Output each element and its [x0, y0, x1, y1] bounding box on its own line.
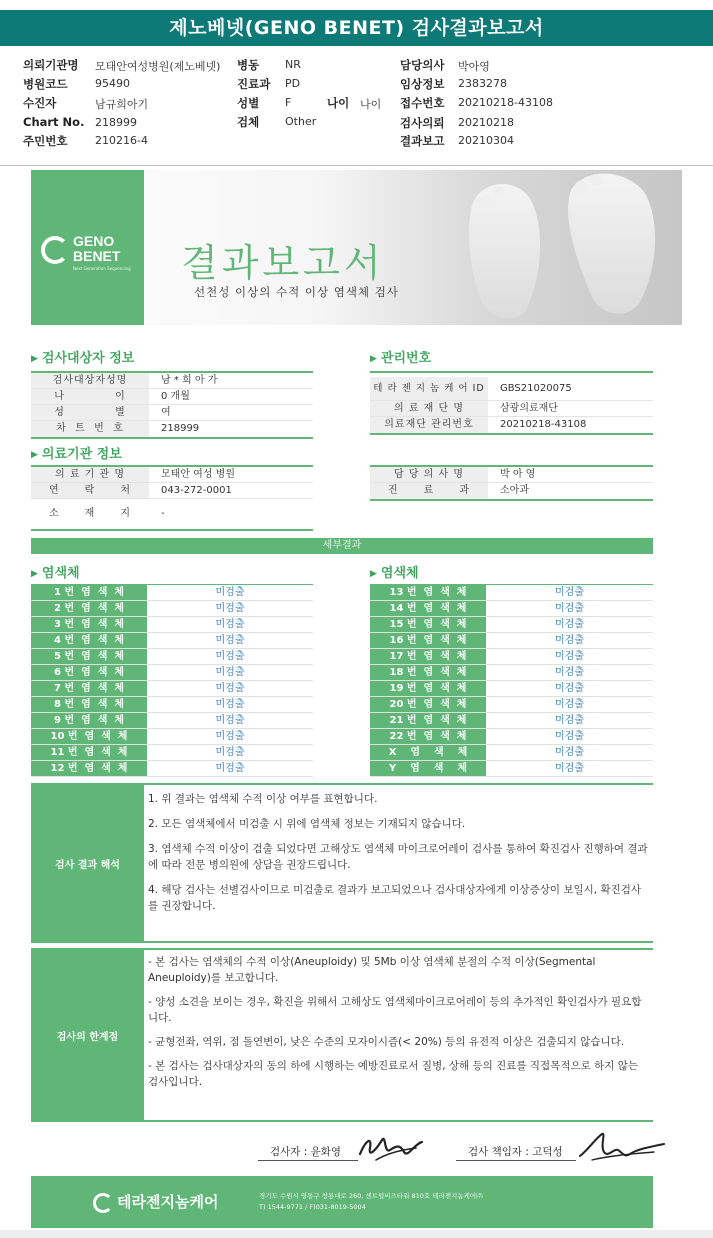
interpretation-item: 3. 염색체 수적 이상이 검출 되었다면 고해상도 염색체 마이크로어레이 검사를 통하여 확진검사 진행하여 결과에 따라 전문 병의원에 상담을 권장드립니다. [148, 843, 648, 871]
chromosome-label: 2 번 염 색 체 [31, 601, 147, 616]
ward-value: NR [285, 58, 301, 71]
doctor-name-value: 박 아 영 [500, 469, 536, 480]
reception-value: 20210218-43108 [458, 96, 553, 109]
clinical-label: 임상정보 [400, 77, 445, 91]
chromosome-label: 3 번 염 색 체 [31, 617, 147, 632]
teragen-id-label: 테 라 젠 지 놈 케 어 ID [370, 377, 488, 400]
chromosome-label: 7 번 염 색 체 [31, 681, 147, 696]
teragen-id-value: GBS21020075 [500, 383, 572, 394]
table-row [370, 681, 653, 697]
table-row [31, 499, 313, 529]
chromosome-result: 미검출 [555, 651, 584, 662]
chromosome-label: 21 번 염 색 체 [370, 713, 486, 728]
logo-mark-icon [41, 236, 69, 264]
limitations-section [31, 948, 653, 1122]
chromosome-result: 미검출 [215, 747, 245, 758]
header-divider [0, 165, 713, 166]
limitation-item: - 본 검사는 검사대상자의 동의 하에 시행하는 예방진료로서 질병, 상해 등의 진료를 직접목적으로 하지 않는 검사입니다. [148, 1060, 639, 1088]
chromosome-label: 18 번 염 색 체 [370, 665, 486, 680]
chromosome-result: 미검출 [555, 619, 584, 630]
chromosome-label: Y 염 색 체 [370, 761, 486, 776]
baby-feet-photo [431, 170, 682, 325]
logo-tagline: Next Generation Sequencing [73, 266, 131, 271]
interpretation-body [144, 783, 653, 943]
chromosome-label: 16 번 염 색 체 [370, 633, 486, 648]
institution-phone-label: 연 락 처 [31, 483, 149, 498]
tester-label: 검사자 : 윤화영 [270, 1146, 342, 1158]
footer-contact [259, 1191, 483, 1213]
table-row [31, 421, 313, 437]
table-row [370, 585, 653, 601]
institution-address-label: 소 재 지 [31, 499, 149, 529]
limitations-label: 검사의 한계점 [31, 948, 144, 1122]
chromosome-label: 17 번 염 색 체 [370, 649, 486, 664]
chromosome-label: 1 번 염 색 체 [31, 585, 147, 600]
table-row [31, 713, 313, 729]
subject-sex-label: 성 별 [31, 405, 149, 420]
subject-info-table [31, 371, 313, 439]
chromosome-label: 11 번 염 색 체 [31, 745, 147, 760]
hospital-label: 의뢰기관명 [23, 58, 79, 72]
reception-label: 접수번호 [400, 96, 445, 110]
chromosome-label: 5 번 염 색 체 [31, 649, 147, 664]
report-banner [31, 170, 682, 325]
table-row [370, 649, 653, 665]
subject-sex-value: 여 [161, 407, 171, 418]
doctor-name-label: 담 당 의 사 명 [370, 467, 488, 482]
subject-chart-value: 218999 [161, 423, 200, 434]
table-row [370, 697, 653, 713]
table-row [31, 649, 313, 665]
id-value: 210216-4 [95, 134, 148, 147]
supervisor-label: 검사 책임자 : 고덕성 [468, 1146, 563, 1158]
table-row [31, 697, 313, 713]
report-date-label: 결과보고 [400, 134, 445, 148]
page-bottom-bar [0, 1230, 713, 1238]
subject-age-value: 0 개월 [161, 391, 190, 402]
chromosome-result: 미검출 [555, 587, 584, 598]
table-row [370, 417, 653, 433]
chromosome-label: 19 번 염 색 체 [370, 681, 486, 696]
chromosome-label: 15 번 염 색 체 [370, 617, 486, 632]
subject-name-label: 검사대상자성명 [31, 373, 149, 388]
tester-signature [356, 1130, 428, 1166]
age-label: 나이 [327, 96, 350, 110]
doctor-value: 박아영 [458, 60, 490, 73]
company-logo-icon [93, 1193, 113, 1213]
chromosome-table-right [370, 584, 653, 777]
table-row [370, 729, 653, 745]
section-bullet-icon: ▶ [370, 569, 377, 579]
table-row [370, 713, 653, 729]
chromosome-result: 미검출 [215, 715, 245, 726]
chromosome-result: 미검출 [215, 763, 245, 774]
footer [31, 1176, 653, 1228]
chart-label: Chart No. [23, 115, 85, 129]
chromosome-result: 미검출 [555, 603, 584, 614]
report-title: 제노베넷(GENO BENET) 검사결과보고서 [0, 10, 713, 46]
geno-benet-logo [41, 234, 141, 274]
table-row [370, 401, 653, 417]
institution-info-table [31, 465, 313, 531]
institution-phone-value: 043-272-0001 [161, 485, 232, 496]
mgmt-info-table [370, 371, 653, 435]
chromosome-left-title: ▶ 염색체 [31, 566, 80, 581]
chromosome-label: 10 번 염 색 체 [31, 729, 147, 744]
chromosome-label: 8 번 염 색 체 [31, 697, 147, 712]
department-value: 소아과 [500, 485, 529, 496]
footer-phone: T) 1544-9771 / F)031-8019-5004 [259, 1203, 366, 1211]
limitation-item: - 균형전좌, 역위, 점 돌연변이, 낮은 수준의 모자이시즘(< 20%) 등의 유전적 이상은 검출되지 않습니다. [148, 1036, 625, 1048]
table-row [370, 665, 653, 681]
doctor-label: 담당의사 [400, 58, 445, 72]
section-bullet-icon: ▶ [370, 354, 377, 364]
table-row [31, 405, 313, 421]
chromosome-result: 미검출 [215, 603, 245, 614]
patient-value: 남규희아기 [95, 98, 149, 111]
chromosome-label: 9 번 염 색 체 [31, 713, 147, 728]
chromosome-result: 미검출 [555, 667, 584, 678]
interpretation-item: 1. 위 결과는 염색체 수적 이상 여부를 표현합니다. [148, 793, 378, 805]
chromosome-label: 12 번 염 색 체 [31, 761, 147, 776]
institution-section-title: ▶ 의료기관 정보 [31, 447, 122, 462]
supervisor-signature-line [456, 1160, 576, 1161]
table-row [31, 601, 313, 617]
id-label: 주민번호 [23, 134, 68, 148]
section-bullet-icon: ▶ [31, 354, 38, 364]
supervisor-signature [574, 1128, 670, 1166]
table-row [370, 761, 653, 777]
limitations-body [144, 948, 653, 1122]
table-row [31, 633, 313, 649]
institution-doctor-table [370, 465, 653, 501]
chromosome-result: 미검출 [555, 683, 584, 694]
chromosome-result: 미검출 [215, 731, 245, 742]
chromosome-label: X 염 색 체 [370, 745, 486, 760]
chromosome-label: 22 번 염 색 체 [370, 729, 486, 744]
subject-section-title: ▶ 검사대상자 정보 [31, 351, 135, 366]
table-row [31, 389, 313, 405]
chromosome-right-title: ▶ 염색체 [370, 566, 419, 581]
institution-address-value: - [161, 508, 165, 519]
dept-label: 진료과 [237, 77, 271, 91]
sex-value: F [285, 96, 292, 109]
foundation-mgmt-label: 의료재단 관리번호 [370, 417, 488, 433]
table-row [31, 373, 313, 389]
interpretation-label: 검사 결과 해석 [31, 783, 144, 943]
table-row [31, 761, 313, 777]
department-label: 진 료 과 [370, 483, 488, 499]
table-row [31, 681, 313, 697]
table-row [31, 745, 313, 761]
chromosome-result: 미검출 [215, 635, 245, 646]
logo-line2: BENET [73, 248, 121, 264]
table-row [31, 467, 313, 483]
chart-value: 218999 [95, 116, 137, 129]
chromosome-result: 미검출 [215, 587, 245, 598]
chromosome-result: 미검출 [555, 699, 584, 710]
request-value: 20210218 [458, 116, 514, 129]
table-row [370, 633, 653, 649]
specimen-value: Other [285, 115, 317, 128]
interpretation-section [31, 783, 653, 943]
chromosome-result: 미검출 [215, 651, 245, 662]
age-value: 나이 [360, 98, 382, 111]
detail-results-bar: 세부결과 [31, 538, 653, 554]
chromosome-label: 6 번 염 색 체 [31, 665, 147, 680]
chromosome-label: 13 번 염 색 체 [370, 585, 486, 600]
limitation-item: - 본 검사는 염색체의 수적 이상(Aneuploidy) 및 5Mb 이상 염색체 분절의 수적 이상(Segmental Aneuploidy)를 보고합니다. [148, 956, 596, 984]
chromosome-label: 14 번 염 색 체 [370, 601, 486, 616]
chromosome-result: 미검출 [215, 683, 245, 694]
chromosome-table-left [31, 584, 313, 777]
table-row [370, 745, 653, 761]
chromosome-result: 미검출 [555, 731, 584, 742]
clinical-value: 2383278 [458, 77, 507, 90]
logo-line1: GENO [73, 233, 115, 249]
chromosome-result: 미검출 [555, 715, 584, 726]
ward-label: 병동 [237, 58, 260, 72]
hospital-value: 모태안여성병원(제노베넷) [95, 60, 221, 73]
limitation-item: - 양성 소견을 보이는 경우, 확진을 위해서 고해상도 염색체마이크로어레이 등의 추가적인 확인검사가 필요합니다. [148, 996, 642, 1024]
table-row [31, 483, 313, 499]
foundation-name-label: 의 료 재 단 명 [370, 401, 488, 416]
table-row [370, 467, 653, 483]
table-row [370, 601, 653, 617]
institution-name-label: 의 료 기 관 명 [31, 467, 149, 482]
table-row [31, 585, 313, 601]
foundation-mgmt-value: 20210218-43108 [500, 419, 587, 430]
table-row [370, 377, 653, 401]
footer-address: 경기도 수원시 영통구 창룡대로 260, 센트럴비즈타워 810호 테라젠지놈케어㈜ [259, 1192, 483, 1200]
institution-name-value: 모태안 여성 병원 [161, 469, 235, 480]
patient-label: 수진자 [23, 96, 57, 110]
dept-value: PD [285, 77, 301, 90]
chromosome-result: 미검출 [555, 747, 584, 758]
interpretation-item: 2. 모든 염색체에서 미검출 시 위에 염색체 정보는 기재되지 않습니다. [148, 818, 466, 830]
footer-company: 테라젠지놈케어 [117, 1193, 219, 1211]
subject-name-value: 남 * 희 아 가 [161, 375, 218, 386]
chromosome-result: 미검출 [555, 635, 584, 646]
header-info [0, 55, 713, 165]
subject-age-label: 나 이 [31, 389, 149, 404]
banner-subtitle: 선천성 이상의 수적 이상 염색체 검사 [194, 285, 399, 299]
subject-chart-label: 차 트 번 호 [31, 421, 149, 437]
interpretation-item: 4. 해당 검사는 선별검사이므로 미검출로 결과가 보고되었으나 검사대상자에게 이상증상이 보일시, 확진검사를 권장합니다. [148, 884, 642, 912]
footer-logo [93, 1191, 218, 1213]
sex-label: 성별 [237, 96, 260, 110]
request-label: 검사의뢰 [400, 116, 445, 130]
table-row [31, 617, 313, 633]
report-date-value: 20210304 [458, 134, 514, 147]
chromosome-label: 20 번 염 색 체 [370, 697, 486, 712]
specimen-label: 검체 [237, 115, 260, 129]
signature-area [0, 1128, 713, 1168]
code-value: 95490 [95, 77, 130, 90]
table-row [31, 729, 313, 745]
section-bullet-icon: ▶ [31, 569, 38, 579]
tester-signature-line [258, 1160, 358, 1161]
mgmt-section-title: ▶ 관리번호 [370, 351, 432, 366]
banner-logo-panel [31, 170, 144, 325]
table-row [370, 617, 653, 633]
chromosome-result: 미검출 [215, 619, 245, 630]
chromosome-result: 미검출 [555, 763, 584, 774]
banner-title: 결과보고서 [181, 241, 385, 285]
chromosome-label: 4 번 염 색 체 [31, 633, 147, 648]
table-row [370, 483, 653, 499]
chromosome-result: 미검출 [215, 699, 245, 710]
table-row [31, 665, 313, 681]
foundation-name-value: 삼광의료재단 [500, 403, 558, 414]
chromosome-result: 미검출 [215, 667, 245, 678]
code-label: 병원코드 [23, 77, 68, 91]
section-bullet-icon: ▶ [31, 450, 38, 460]
